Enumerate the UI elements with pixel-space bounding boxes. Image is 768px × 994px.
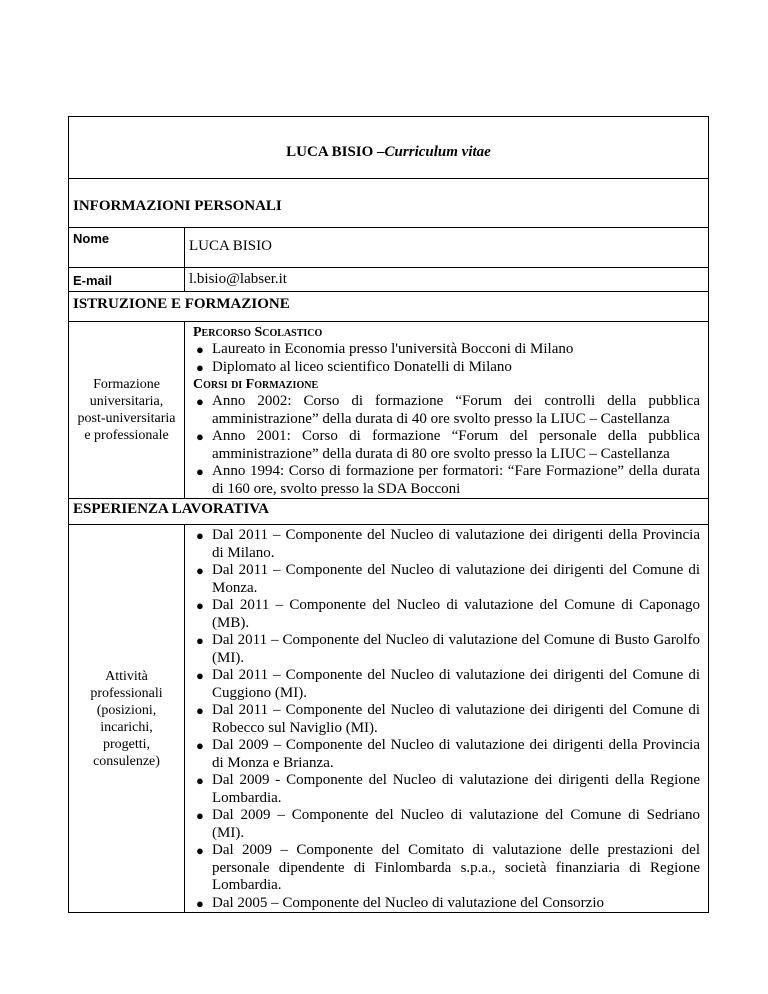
cv-title: [69, 117, 709, 179]
bullet-icon: ●: [196, 808, 204, 823]
experience-list: [193, 527, 700, 912]
email-label: E-mail: [69, 268, 185, 292]
nome-label: Nome: [69, 228, 185, 268]
bullet-icon: ●: [196, 394, 204, 409]
section-heading-education: ISTRUZIONE E FORMAZIONE: [69, 292, 709, 322]
list-item: ● Dal 2011 – Componente del Nucleo di valutazione dei dirigenti della Provincia di Milano.: [196, 527, 700, 561]
cv-title-name: LUCA BISIO –: [286, 144, 385, 160]
percorso-heading: Percorso Scolastico: [193, 325, 323, 340]
section-heading-personal: INFORMAZIONI PERSONALI: [69, 179, 709, 228]
bullet-icon: ●: [196, 843, 204, 858]
list-item: ● Dal 2011 – Componente del Nucleo di valutazione dei dirigenti del Comune di Monza.: [196, 562, 700, 596]
list-item: ● Dal 2009 – Componente del Nucleo di valutazione del Comune di Sedriano (MI).: [196, 807, 700, 841]
cv-title-subtitle: Curriculum vitae: [384, 144, 491, 160]
bullet-icon: ●: [196, 703, 204, 718]
cv-table: [68, 116, 709, 913]
bullet-icon: ●: [196, 773, 204, 788]
corsi-list: [193, 393, 700, 498]
corsi-heading: Corsi di Formazione: [193, 377, 319, 392]
bullet-icon: ●: [196, 528, 204, 543]
section-heading-experience: ESPERIENZA LAVORATIVA: [69, 499, 709, 525]
list-item: ● Dal 2009 - Componente del Nucleo di valutazione dei dirigenti della Regione Lombardia.: [196, 772, 700, 806]
list-item: ● Dal 2011 – Componente del Nucleo di valutazione dei dirigenti del Comune di Cuggiono (MI).: [196, 667, 700, 701]
list-item: ● Dal 2011 – Componente del Nucleo di valutazione dei dirigenti del Comune di Robecco sul Naviglio (MI).: [196, 702, 700, 736]
bullet-icon: ●: [196, 359, 204, 375]
email-value: l.bisio@labser.it: [185, 268, 709, 292]
list-item: ● Laureato in Economia presso l'università Bocconi di Milano: [196, 341, 574, 357]
bullet-icon: ●: [196, 342, 204, 357]
education-content: [185, 322, 709, 499]
bullet-icon: ●: [196, 464, 204, 479]
bullet-icon: ●: [196, 668, 204, 683]
education-left-label: Formazione universitaria, post-universitaria e professionale: [69, 322, 185, 499]
list-item: ● Dal 2009 – Componente del Nucleo di valutazione dei dirigenti della Provincia di Monza e Brianza.: [196, 737, 700, 771]
list-item: ● Dal 2009 – Componente del Comitato di valutazione delle prestazioni del personale dipendente di Finlombarda s.p.a., società finanziaria di Regione Lombardia.: [196, 842, 700, 893]
list-item: ● Anno 2001: Corso di formazione “Forum del personale della pubblica amministrazione” della durata di 80 ore svolto presso la LIUC – Castellanza: [196, 428, 700, 462]
bullet-icon: ●: [196, 429, 204, 444]
bullet-icon: ●: [196, 598, 204, 613]
experience-left-label: Attività professionali (posizioni, incarichi, progetti, consulenze): [69, 525, 185, 913]
nome-value: LUCA BISIO: [185, 228, 709, 268]
list-item: ● Dal 2011 – Componente del Nucleo di valutazione del Comune di Caponago (MB).: [196, 597, 700, 631]
cv-document: [68, 116, 708, 913]
bullet-icon: ●: [196, 738, 204, 753]
bullet-icon: ●: [196, 563, 204, 578]
list-item: ● Anno 1994: Corso di formazione per formatori: “Fare Formazione” della durata di 160 ore, svolto presso la SDA Bocconi: [196, 463, 700, 497]
list-item: ● Anno 2002: Corso di formazione “Forum dei controlli della pubblica amministrazione” della durata di 40 ore svolto presso la LIUC – Castellanza: [196, 393, 700, 427]
list-item: ● Diplomato al liceo scientifico Donatelli di Milano: [196, 358, 512, 375]
bullet-icon: ●: [196, 895, 204, 911]
list-item: ● Dal 2005 – Componente del Nucleo di valutazione del Consorzio: [196, 894, 604, 911]
bullet-icon: ●: [196, 633, 204, 648]
experience-content: [185, 525, 709, 913]
list-item: ● Dal 2011 – Componente del Nucleo di valutazione del Comune di Busto Garolfo (MI).: [196, 632, 700, 666]
percorso-list: [193, 341, 700, 376]
